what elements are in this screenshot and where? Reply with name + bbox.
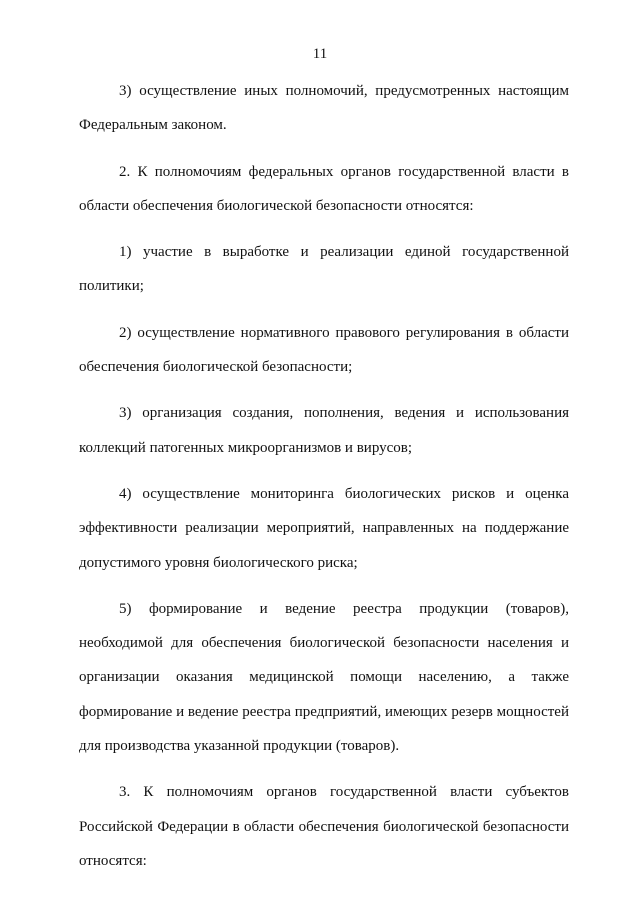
paragraph: 2. К полномочиям федеральных органов государственной власти в области обеспечения биологической безопасности относятся: xyxy=(79,163,569,214)
document-body xyxy=(79,74,569,890)
paragraph: 3) организация создания, пополнения, ведения и использования коллекций патогенных микроорганизмов и вирусов; xyxy=(79,405,569,456)
paragraph: 3) осуществление иных полномочий, предусмотренных настоящим Федеральным законом. xyxy=(79,83,569,134)
paragraph: 2) осуществление нормативного правового регулирования в области обеспечения биологической безопасности; xyxy=(79,324,569,376)
paragraph: 1) участие в выработке и реализации единой государственной политики; xyxy=(79,244,569,295)
paragraph: 3. К полномочиям органов государственной власти субъектов Российской Федерации в области обеспечения биологической безопасности относятся: xyxy=(79,784,569,869)
paragraph: 5) формирование и ведение реестра продукции (товаров), необходимой для обеспечения биологической безопасности населения и организации оказания медицинской помощи населению, а также формирование и ведение реестра предприятий, имеющих резерв мощностей для производства указанной продукции (товаров). xyxy=(79,600,569,755)
page-number: 11 xyxy=(312,46,328,62)
paragraph: 4) осуществление мониторинга биологических рисков и оценка эффективности реализации мероприятий, направленных на поддержание допустимого уровня биологического риска; xyxy=(79,485,569,571)
